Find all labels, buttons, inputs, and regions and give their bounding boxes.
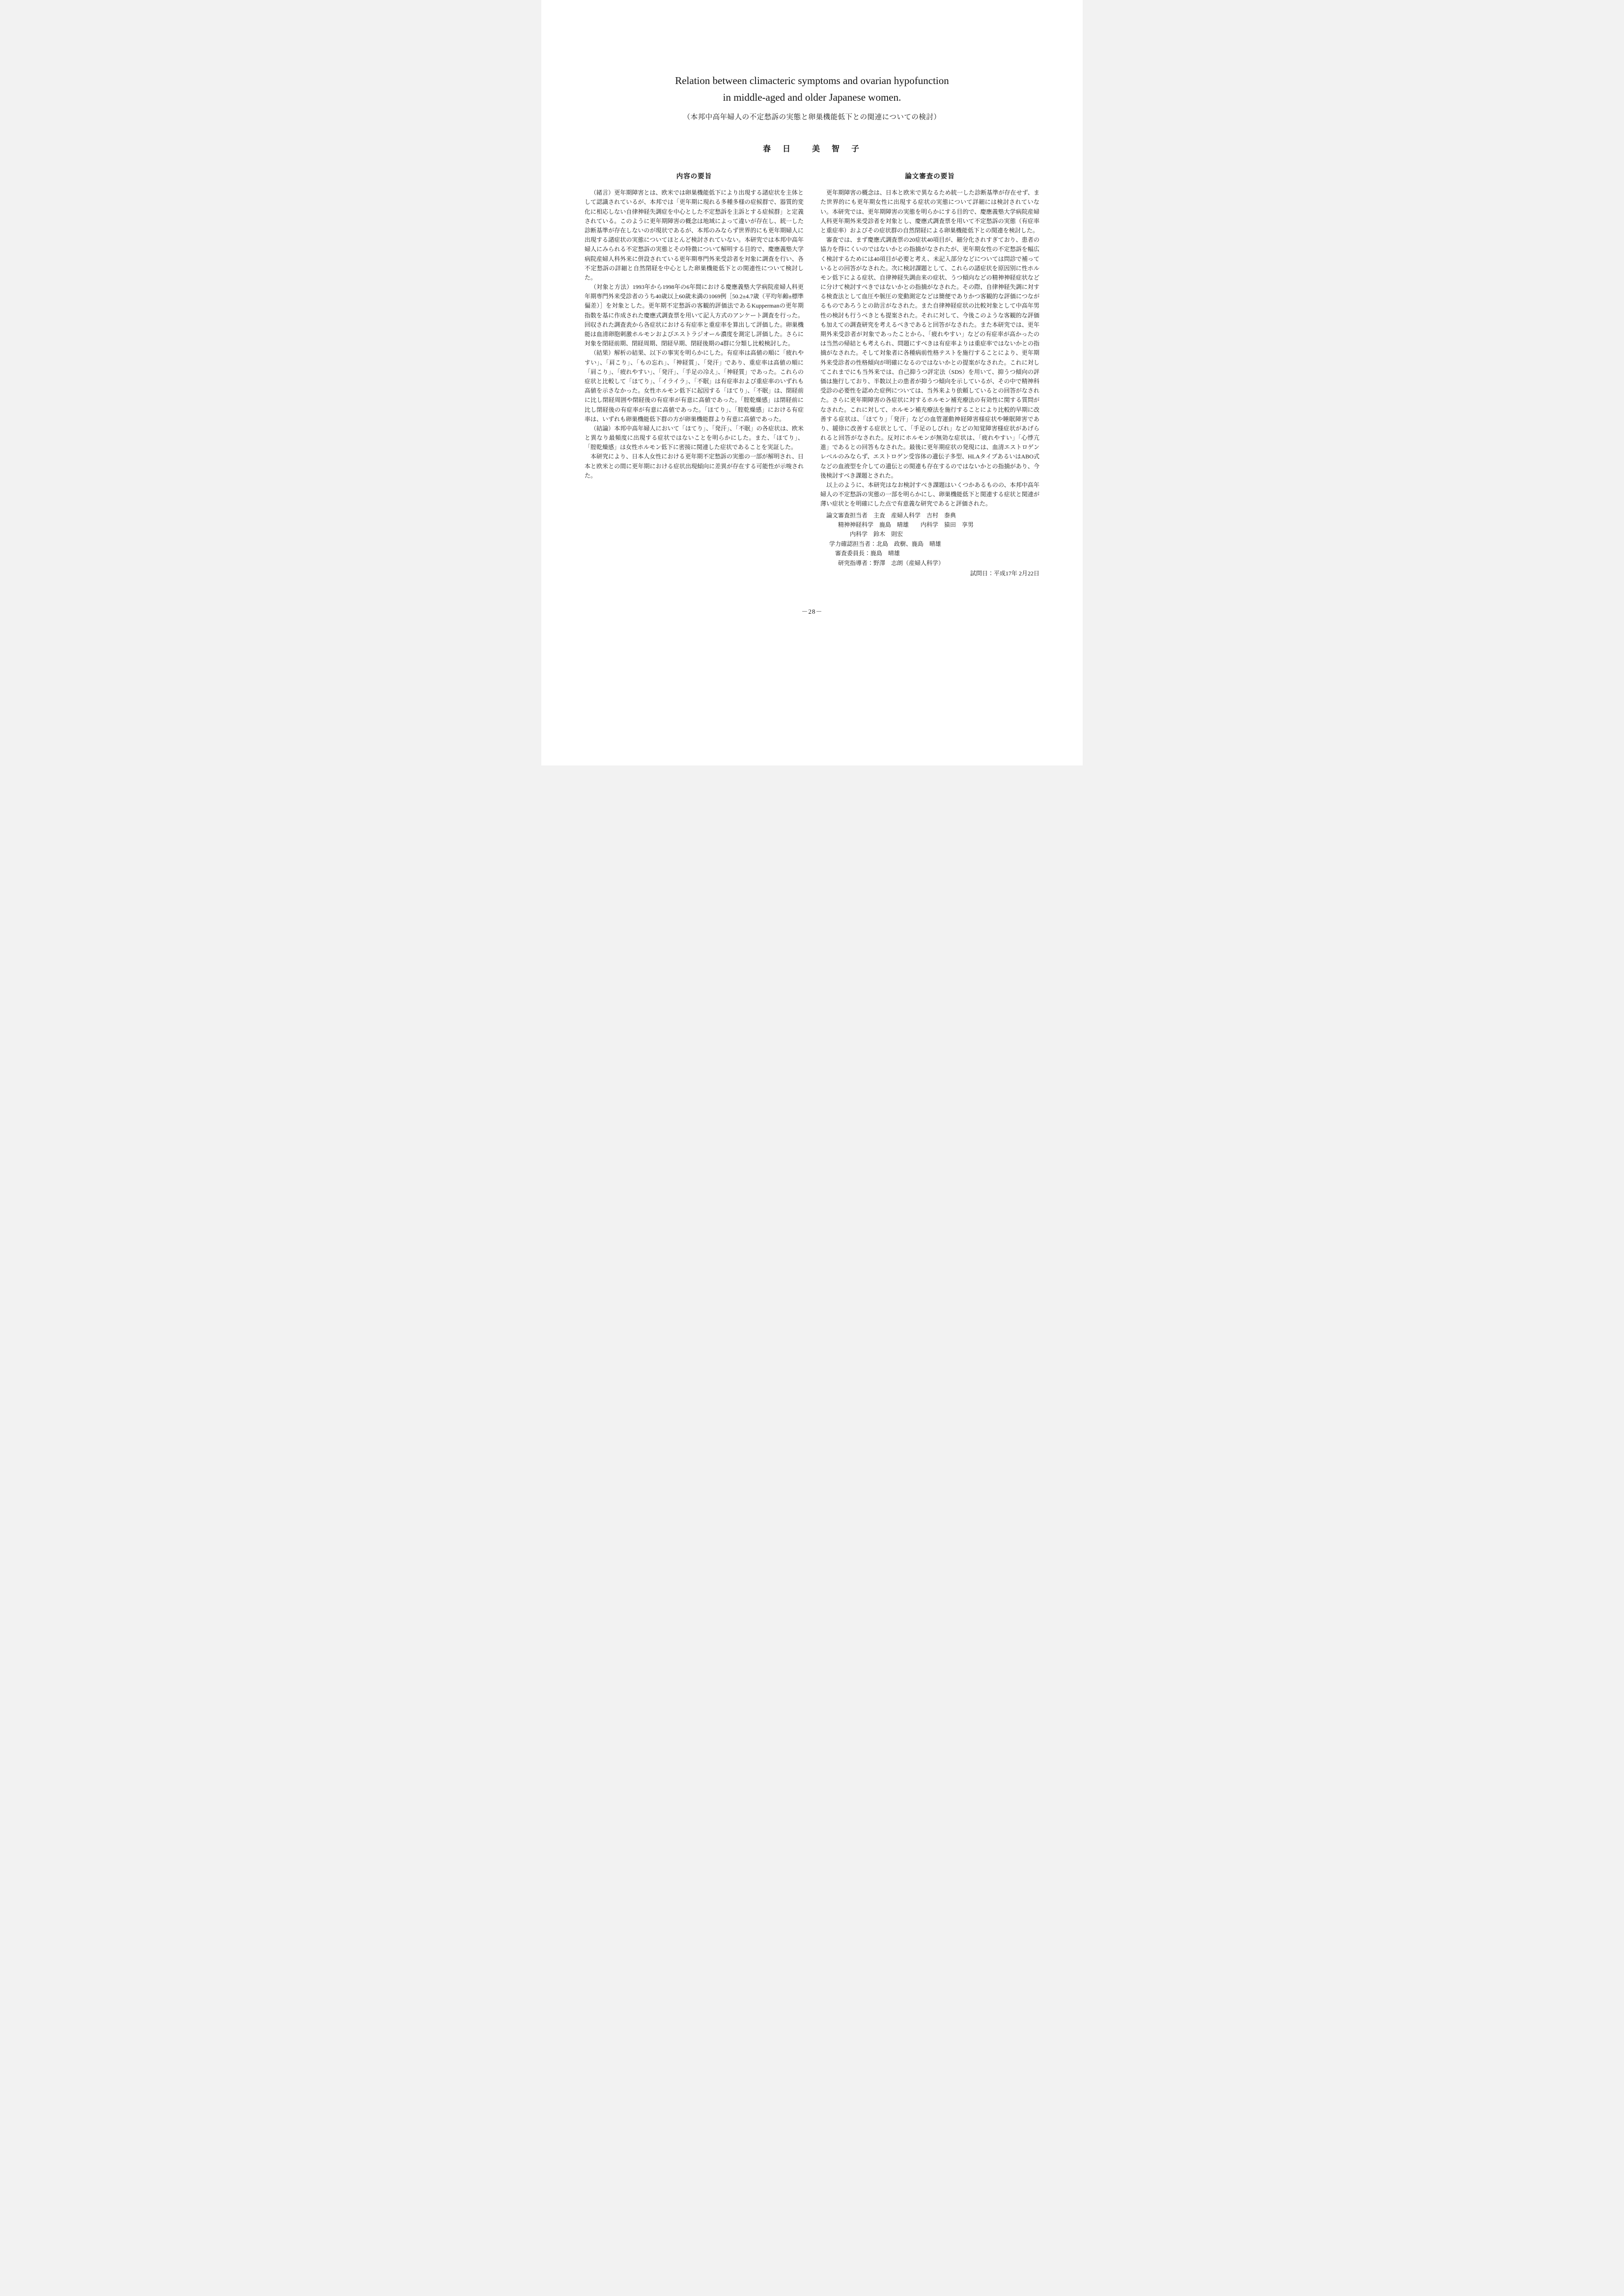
title-english-line-2: in middle-aged and older Japanese women.	[723, 91, 901, 103]
right-column-heading: 論文審査の要旨	[905, 172, 955, 180]
page-number: －28－	[801, 607, 823, 615]
title-japanese: （本邦中高年婦人の不定愁訴の実態と卵巣機能低下との関連についての検討）	[683, 113, 941, 122]
author-name: 春 日 美 智 子	[762, 145, 861, 154]
committee-line-examiners-chief: 論文審査担当者 主査 産婦人科学 吉村 泰典	[826, 511, 956, 519]
content-summary-text	[585, 188, 804, 481]
title-english-line-1: Relation between climacteric symptoms and ovarian hypofunction	[675, 75, 949, 86]
committee-line-committee-chair: 審査委員長：鹿島 晴雄	[835, 550, 900, 557]
review-paragraph-discussion: 審査では、まず慶應式調査票の20症状40項目が、細分化されすぎており、患者の協力を得にくいのではないかとの指摘がなされたが、更年期女性の不定愁訴を幅広く検討するためには40項目が必要と考え、未記入部分などについては問診で補っているとの回答がなされた。次に検討課題として、これらの諸症状を原因別に性ホルモン低下による症状、自律神経失調由来の症状、うつ傾向などの精神神経症状などに分けて検討すべきではないかとの指摘がなされた。その際、自律神経失調に対する検査法として血圧や脈圧の変動測定などは簡便でありかつ客観的な評価につながるものであろうとの助言がなされた。また自律神経症状の比較対象として中高年男性の検討も行うべきとも提案された。それに対して、今後このような客観的な評価も加えての調査研究を考えるべきであると回答がなされた。また本研究では、更年期外来受診者が対象であったことから、「疲れやすい」などの有症率が高かったのは当然の帰結とも考えられ、問題にすべきは有症率よりは重症率ではないかとの指摘がなされた。そして対象者に各種病前性格テストを施行することにより、更年期外来受診者の性格傾向が明確になるのではないかとの提案がなされた。これに対してこれまでにも当外来では、自己抑うつ評定法（SDS）を用いて、抑うつ傾向の評価は施行しており、半数以上の患者が抑うつ傾向を示しているが、その中で精神科受診の必要性を認めた症例については、当外来より依頼しているとの回答がなされた。さらに更年期障害の各症状に対するホルモン補充療法の有効性に関する質問がなされた。これに対して、ホルモン補充療法を施行することにより比較的早期に改善する症状は、「ほてり」「発汗」などの血管運動神経障害様症状や睡眠障害であり、緩徐に改善する症状として、「手足のしびれ」などの知覚障害様症状があげられると回答がなされた。反対にホルモンが無効な症状は、「疲れやすい」「心悸亢進」であるとの回答もなされた。最後に更年期症状の発現には、血清エストロゲンレベルのみならず、エストロゲン受容体の遺伝子多型、HLAタイプあるいはABO式などの血液型を介しての遺伝との関連も存在するのではないかとの指摘があり、今後検討すべき課題とされた。	[820, 236, 1039, 479]
abstract-paragraph-conclusion: （結論）本邦中高年婦人において「ほてり」、「発汗」、「不眠」の各症状は、欧米と異なり最頻度に出現する症状ではないことを明らかにした。また、「ほてり」、「腟乾燥感」は女性ホルモン低下に密接に関連した症状であることを実証した。	[585, 425, 804, 451]
right-column-review-summary	[820, 170, 1039, 578]
exam-date: 試問日：平成17年 2月22日	[970, 570, 1039, 577]
left-column-heading: 内容の要旨	[676, 172, 712, 180]
review-paragraph-evaluation: 以上のように、本研究はなお検討すべき課題はいくつかあるものの、本邦中高年婦人の不定愁訴の実態の一部を明らかにし、卵巣機能低下と関連する症状と関連が薄い症状とを明確にした点で有意義な研究であると評価された。	[820, 482, 1039, 508]
left-column-content-summary	[585, 170, 804, 578]
committee-block	[820, 511, 1039, 568]
title-block	[585, 73, 1039, 122]
review-paragraph-overview: 更年期障害の概念は、日本と欧米で異なるため統一した診断基準が存在せず、また世界的にも更年期女性に出現する症状の実態について詳細には検討されていない。本研究では、更年期障害の実態を明らかにする目的で、慶應義塾大学病院産婦人科更年期外来受診者を対象とし、慶應式調査票を用いて不定愁訴の実態（有症率と重症率）およびその症状群の自然閉経による卵巣機能低下との関連を検討した。	[820, 189, 1039, 234]
committee-line-examiners-2: 精神神経科学 鹿島 晴雄 内科学 猿田 享男	[838, 521, 974, 528]
committee-line-research-advisor: 研究指導者：野澤 志朗（産婦人科学）	[838, 559, 945, 567]
review-summary-text	[820, 188, 1039, 509]
committee-line-academic-confirmers: 学力確認担当者：北島 政樹、鹿島 晴雄	[829, 540, 942, 547]
abstract-paragraph-results: （結果）解析の結果、以下の事実を明らかにした。有症率は高値の順に「疲れやすい」、「肩こり」、「もの忘れ」、「神経質」、「発汗」であり、重症率は高値の順に「肩こり」、「疲れやすい」、「発汗」、「手足の冷え」、「神経質」であった。これらの症状と比較して「ほてり」、「イライラ」、「不眠」は有症率および重症率のいずれも高値を示さなかった。女性ホルモン低下に起因する「ほてり」、「不眠」は、閉経前に比し閉経周囲や閉経後の有症率が有意に高値であった。「腟乾燥感」は閉経前に比し閉経後の有症率が有意に高値であった。「ほてり」、「腟乾燥感」における有症率は、いずれも卵巣機能低下群の方が卵巣機能群より有意に高値であった。	[585, 349, 804, 423]
abstract-paragraph-closing: 本研究により、日本人女性における更年期不定愁訴の実態の一部が解明され、日本と欧米との間に更年期における症状出現傾向に差異が存在する可能性が示唆された。	[585, 453, 804, 479]
thesis-abstract-page	[541, 0, 1083, 765]
abstract-paragraph-methods: （対象と方法）1993年から1998年の6年間における慶應義塾大学病院産婦人科更年期専門外来受診者のうち40歳以上60歳未満の1069例［50.2±4.7歳（平均年齢±標準偏差）］を対象とした。更年期不定愁訴の客観的評価法であるKuppermanの更年期指数を基に作成された慶應式調査票を用いて記入方式のアンケート調査を行った。回収された調査表から各症状における有症率と重症率を算出して評価した。卵巣機能は血清卵胞刺激ホルモンおよびエストラジオール濃度を測定し評価した。さらに対象を閉経前期、閉経周期、閉経早期、閉経後期の4群に分類し比較検討した。	[585, 283, 804, 347]
two-column-body	[585, 170, 1039, 578]
abstract-paragraph-introduction: （緒言）更年期障害とは、欧米では卵巣機能低下により出現する諸症状を主体として認識されているが、本邦では「更年期に現れる多種多様の症候群で、器質的変化に相応しない自律神経失調症を中心とした不定愁訴を主訴とする症候群」と定義されている。このように更年期障害の概念は地域によって違いが存在し、統一した診断基準が存在しないのが現状であるが、本邦のみならず世界的にも更年期婦人に出現する諸症状の実態についてほとんど検討されていない。本研究では本邦中高年婦人にみられる不定愁訴の実態とその特徴について解明する目的で、慶應義塾大学病院産婦人科外来に併設されている更年期専門外来受診者を対象に調査を行い、各不定愁訴の詳細と自然閉経を中心とした卵巣機能低下との関連性について検討した。	[585, 189, 804, 281]
committee-line-examiners-3: 内科学 鈴木 則宏	[850, 531, 903, 538]
